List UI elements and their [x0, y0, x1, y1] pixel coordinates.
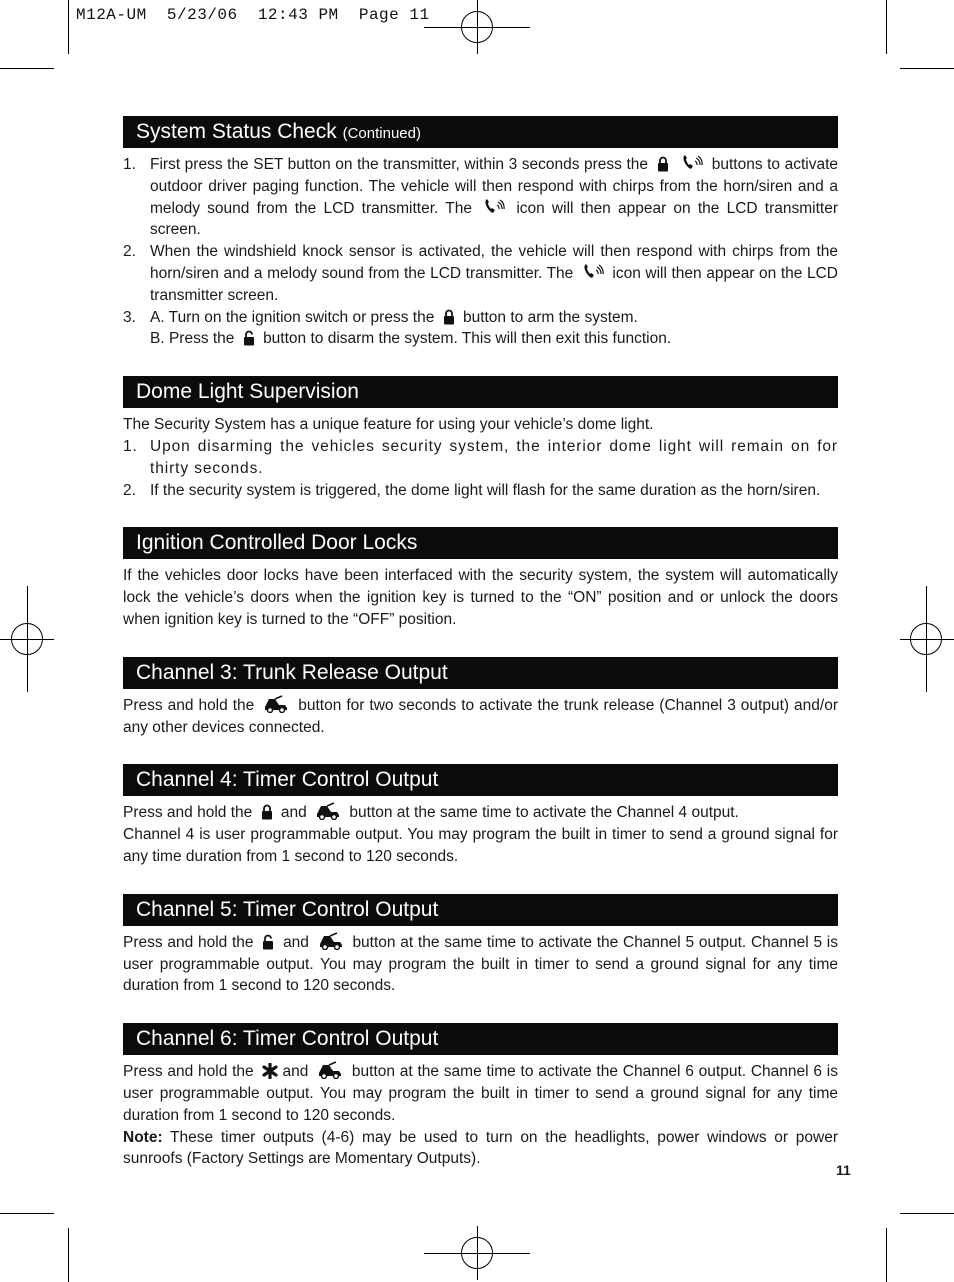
- paragraph-text: A. Turn on the ignition switch or press the: [150, 308, 435, 326]
- section-title: Channel 6: Timer Control Output: [136, 1027, 439, 1051]
- list-item: [123, 154, 838, 241]
- paragraph-text: B. Press the: [150, 330, 235, 348]
- section-title: Ignition Controlled Door Locks: [136, 531, 418, 555]
- list-item: [123, 480, 838, 502]
- manual-content: [123, 116, 838, 1170]
- paragraph-text: When the windshield knock sensor is activated, the vehicle will then respond with chirps from the horn/siren and a melody sound from the LCD transmitter. The: [150, 243, 838, 282]
- pager-icon: [681, 154, 703, 172]
- section-title: Channel 5: Timer Control Output: [136, 897, 439, 921]
- numbered-list: [123, 154, 838, 350]
- lock-icon: [261, 804, 273, 820]
- trunk-icon: [317, 1061, 343, 1079]
- section-system-status: [123, 116, 838, 350]
- paragraph-text: button at the same time to activate the Channel 4 output.: [349, 804, 739, 822]
- trunk-icon: [318, 932, 344, 950]
- section-title: System Status Check: [136, 120, 337, 143]
- trunk-icon: [315, 802, 341, 820]
- paragraph-text: button for two seconds to activate the trunk release (Channel 3 output) and/or any other devices connected.: [123, 696, 838, 736]
- paragraph-text: and: [282, 1063, 309, 1081]
- list-item: [123, 241, 838, 306]
- printer-slug: M12A-UM 5/23/06 12:43 PM Page 11: [76, 6, 430, 24]
- paragraph-text: button at the same time to activate the Channel 5 output. Channel 5 is user programmable output. You may program the built in timer to send a ground signal for any time duration from 1 second to 120 seconds.: [123, 933, 839, 995]
- paragraph-text: button to arm the system.: [462, 308, 638, 326]
- section-title: Dome Light Supervision: [136, 380, 359, 404]
- paragraph-text: Press and hold the: [123, 933, 254, 951]
- paragraph-text: icon will then appear on the LCD transmitter screen.: [150, 199, 838, 239]
- paragraph-text: Channel 4 is user programmable output. You may program the built in timer to send a ground signal for any time duration from 1 second to 120 seconds.: [123, 826, 838, 865]
- paragraph-text: If the vehicles door locks have been interfaced with the security system, the system will automatically lock the vehicle’s doors when the ignition key is turned to the “ON” position and or unlock the doors when ignition key is turned to the “OFF” position.: [123, 567, 838, 628]
- paragraph-text: and: [280, 804, 307, 822]
- unlock-icon: [243, 330, 255, 346]
- section-channel-3: [123, 657, 838, 739]
- list-number: 1.: [123, 437, 138, 455]
- list-number: 1.: [123, 156, 136, 173]
- section-header: [123, 894, 838, 926]
- page-number: 11: [836, 1162, 851, 1178]
- section-channel-6: [123, 1023, 838, 1170]
- paragraph: [123, 1061, 838, 1126]
- paragraph: [123, 695, 838, 739]
- section-title: Channel 4: Timer Control Output: [136, 768, 439, 792]
- trunk-icon: [263, 695, 289, 713]
- paragraph-text: Press and hold the: [123, 804, 253, 822]
- section-header: [123, 1023, 838, 1055]
- section-title-continued: (Continued): [342, 125, 421, 142]
- note-paragraph: [123, 1127, 838, 1171]
- paragraph-text: Upon disarming the vehicles security system, the interior dome light will remain on for thirty seconds.: [150, 437, 838, 477]
- paragraph-text: Press and hold the: [123, 1063, 254, 1081]
- paragraph-text: icon will then appear on the LCD transmitter screen.: [150, 264, 838, 304]
- section-title: Channel 3: Trunk Release Output: [136, 660, 448, 684]
- lock-icon: [443, 309, 455, 325]
- note-label: Note:: [123, 1128, 163, 1146]
- list-item: [123, 436, 838, 480]
- paragraph-text: and: [283, 933, 309, 951]
- paragraph-text: button to disarm the system. This will then exit this function.: [263, 330, 672, 348]
- star-icon: [262, 1063, 278, 1079]
- paragraph-text: First press the SET button on the transmitter, within 3 seconds press the: [150, 156, 649, 173]
- paragraph-text: If the security system is triggered, the dome light will flash for the same duration as the horn/siren.: [150, 481, 821, 499]
- section-channel-5: [123, 894, 838, 997]
- section-header: [123, 376, 838, 408]
- section-header: [123, 657, 838, 689]
- paragraph-text: Press and hold the: [123, 696, 255, 714]
- unlock-icon: [262, 934, 274, 950]
- list-number: 3.: [123, 308, 136, 326]
- list-number: 2.: [123, 481, 136, 499]
- section-dome-light: [123, 376, 838, 501]
- section-ignition-door-locks: [123, 527, 838, 630]
- list-item: [123, 307, 838, 351]
- paragraph-text: buttons to activate outdoor driver paging function. The vehicle will then respond with chirps from the horn/siren and a melody sound from the LCD transmitter. The: [150, 156, 839, 217]
- pager-icon: [483, 198, 505, 216]
- numbered-list: [123, 436, 838, 501]
- section-header: [123, 527, 838, 559]
- paragraph: [123, 932, 838, 997]
- section-channel-4: [123, 764, 838, 867]
- list-number: 2.: [123, 243, 136, 261]
- paragraph: [123, 802, 838, 824]
- paragraph-text: The Security System has a unique feature for using your vehicle’s dome light.: [123, 416, 654, 434]
- section-header: [123, 764, 838, 796]
- section-header: [123, 116, 838, 148]
- note-text: These timer outputs (4-6) may be used to turn on the headlights, power windows or power sunroofs (Factory Settings are Momentary Outputs).: [123, 1128, 839, 1168]
- paragraph-text: button at the same time to activate the Channel 6 output. Channel 6 is user programmable output. You may program the built in timer to send a ground signal for any time duration from 1 second to 120 seconds.: [123, 1063, 838, 1124]
- lock-icon: [657, 156, 669, 172]
- pager-icon: [582, 263, 604, 281]
